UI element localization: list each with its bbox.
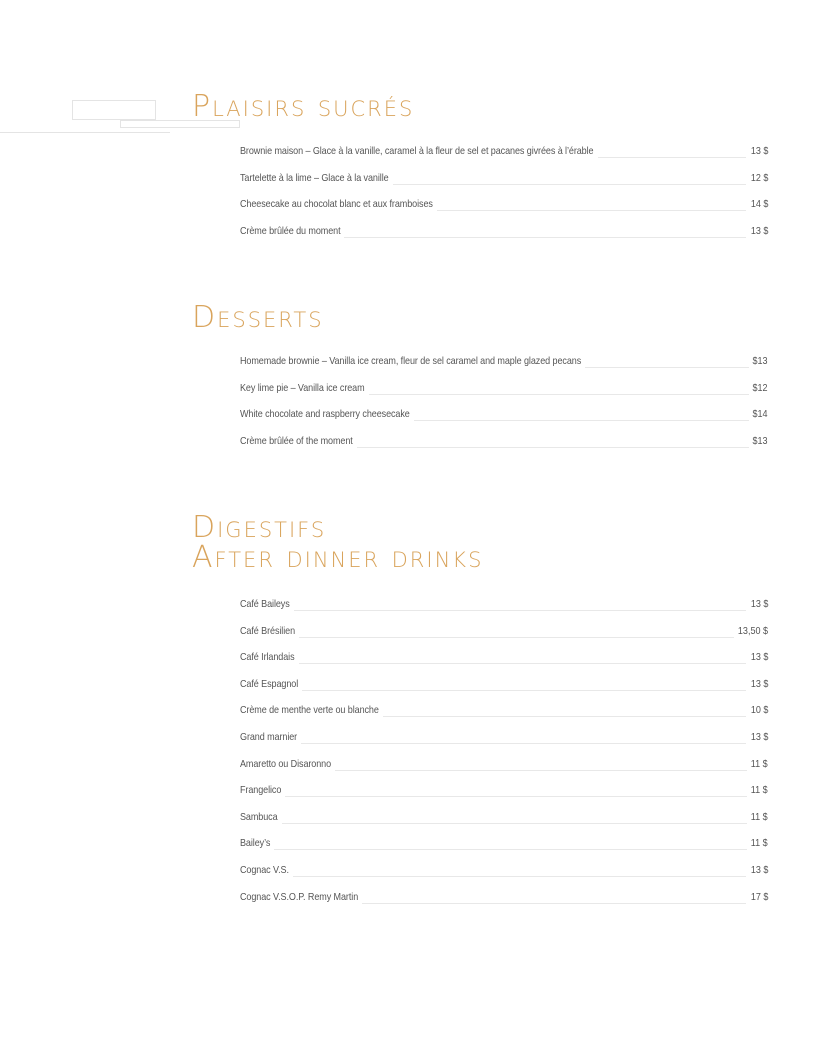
menu-item: [240, 380, 768, 407]
menu-item-name: Grand marnier: [240, 730, 298, 743]
menu-item-price: 17 $: [750, 890, 768, 903]
menu-item-price: $13: [752, 355, 768, 367]
leader-line: [302, 676, 746, 691]
menu-item: [240, 406, 768, 433]
menu-item-price: 14 $: [750, 198, 768, 211]
menu-item: [240, 702, 768, 729]
menu-item: [240, 889, 768, 916]
menu-item-name: Crème brûlée of the moment: [240, 434, 353, 447]
section-title-digestifs: [192, 510, 484, 575]
menu-item-name: Café Irlandais: [240, 651, 295, 664]
menu-item-name: Brownie maison – Glace à la vanille, caramel à la fleur de sel et pacanes givrées à l’érable: [240, 145, 594, 157]
menu-item-price: 13,50 $: [737, 624, 768, 637]
leader-line: [598, 143, 747, 158]
menu-item-price: $14: [752, 408, 768, 421]
leader-line: [274, 835, 747, 850]
menu-item-price: 13 $: [750, 598, 768, 610]
menu-item-price: 13 $: [750, 224, 768, 237]
menu-list-digestifs: [240, 596, 768, 915]
decorative-box: [72, 100, 156, 120]
menu-item-price: $13: [752, 434, 768, 447]
decorative-line: [0, 132, 170, 133]
section-title-desserts: [192, 300, 324, 335]
menu-item-price: $12: [752, 381, 768, 394]
menu-item: [240, 196, 768, 223]
menu-list-desserts: [240, 353, 768, 459]
menu-item: [240, 433, 768, 460]
menu-item: [240, 649, 768, 676]
leader-line: [362, 889, 746, 904]
menu-item: [240, 143, 768, 170]
leader-line: [285, 782, 747, 797]
menu-item-name: Crème brûlée du moment: [240, 224, 341, 237]
menu-item-price: 13 $: [750, 677, 768, 690]
menu-item-name: Café Brésilien: [240, 624, 296, 637]
menu-item-name: Café Espagnol: [240, 677, 299, 690]
section-title-line: Plaisirs sucrés: [192, 89, 415, 124]
section-title-line: Desserts: [192, 300, 324, 335]
menu-item-name: Cheesecake au chocolat blanc et aux framboises: [240, 198, 433, 211]
leader-line: [299, 649, 747, 664]
menu-item: [240, 170, 768, 197]
leader-line: [357, 433, 749, 448]
menu-list-plaisirs-sucres: [240, 143, 768, 249]
menu-item: [240, 862, 768, 889]
menu-item: [240, 809, 768, 836]
leader-line: [294, 596, 747, 611]
menu-item-price: 13 $: [750, 863, 768, 876]
leader-line: [414, 406, 749, 421]
menu-item-name: Crème de menthe verte ou blanche: [240, 704, 379, 717]
menu-item: [240, 223, 768, 250]
leader-line: [383, 702, 746, 717]
menu-item-name: Café Baileys: [240, 598, 290, 610]
menu-item-price: 11 $: [751, 837, 768, 850]
section-title-line: After dinner drinks: [192, 540, 484, 575]
menu-item-price: 11 $: [751, 810, 768, 823]
menu-item-price: 13 $: [750, 651, 768, 664]
menu-item: [240, 729, 768, 756]
leader-line: [335, 756, 747, 771]
leader-line: [344, 223, 746, 238]
menu-item-name: Sambuca: [240, 810, 278, 823]
leader-line: [301, 729, 746, 744]
menu-item-price: 13 $: [750, 730, 768, 743]
leader-line: [282, 809, 748, 824]
menu-item: [240, 782, 768, 809]
menu-item-name: Cognac V.S.: [240, 863, 289, 876]
leader-line: [585, 353, 749, 368]
menu-item: [240, 676, 768, 703]
menu-item-price: 13 $: [750, 145, 768, 157]
menu-item-name: Frangelico: [240, 784, 282, 797]
menu-item-name: Key lime pie – Vanilla ice cream: [240, 381, 365, 394]
menu-item: [240, 353, 768, 380]
section-title-line: Digestifs: [192, 510, 327, 545]
menu-item-price: 11 $: [751, 757, 768, 770]
leader-line: [393, 170, 747, 185]
menu-item: [240, 756, 768, 783]
menu-item: [240, 596, 768, 623]
menu-item-price: 12 $: [750, 171, 768, 184]
menu-item-name: Homemade brownie – Vanilla ice cream, fleur de sel caramel and maple glazed pecans: [240, 355, 582, 367]
menu-item-name: Amaretto ou Disaronno: [240, 757, 332, 770]
leader-line: [293, 862, 746, 877]
menu-item-name: Tartelette à la lime – Glace à la vanille: [240, 171, 389, 184]
menu-item-price: 10 $: [750, 704, 768, 717]
leader-line: [437, 196, 747, 211]
leader-line: [299, 623, 734, 638]
menu-item-name: Cognac V.S.O.P. Remy Martin: [240, 890, 359, 903]
menu-item-price: 11 $: [751, 784, 768, 797]
menu-item-name: White chocolate and raspberry cheesecake: [240, 408, 410, 421]
leader-line: [369, 380, 749, 395]
menu-item: [240, 835, 768, 862]
menu-item-name: Bailey’s: [240, 837, 271, 850]
menu-item: [240, 623, 768, 650]
section-title-plaisirs-sucres: [192, 89, 415, 124]
